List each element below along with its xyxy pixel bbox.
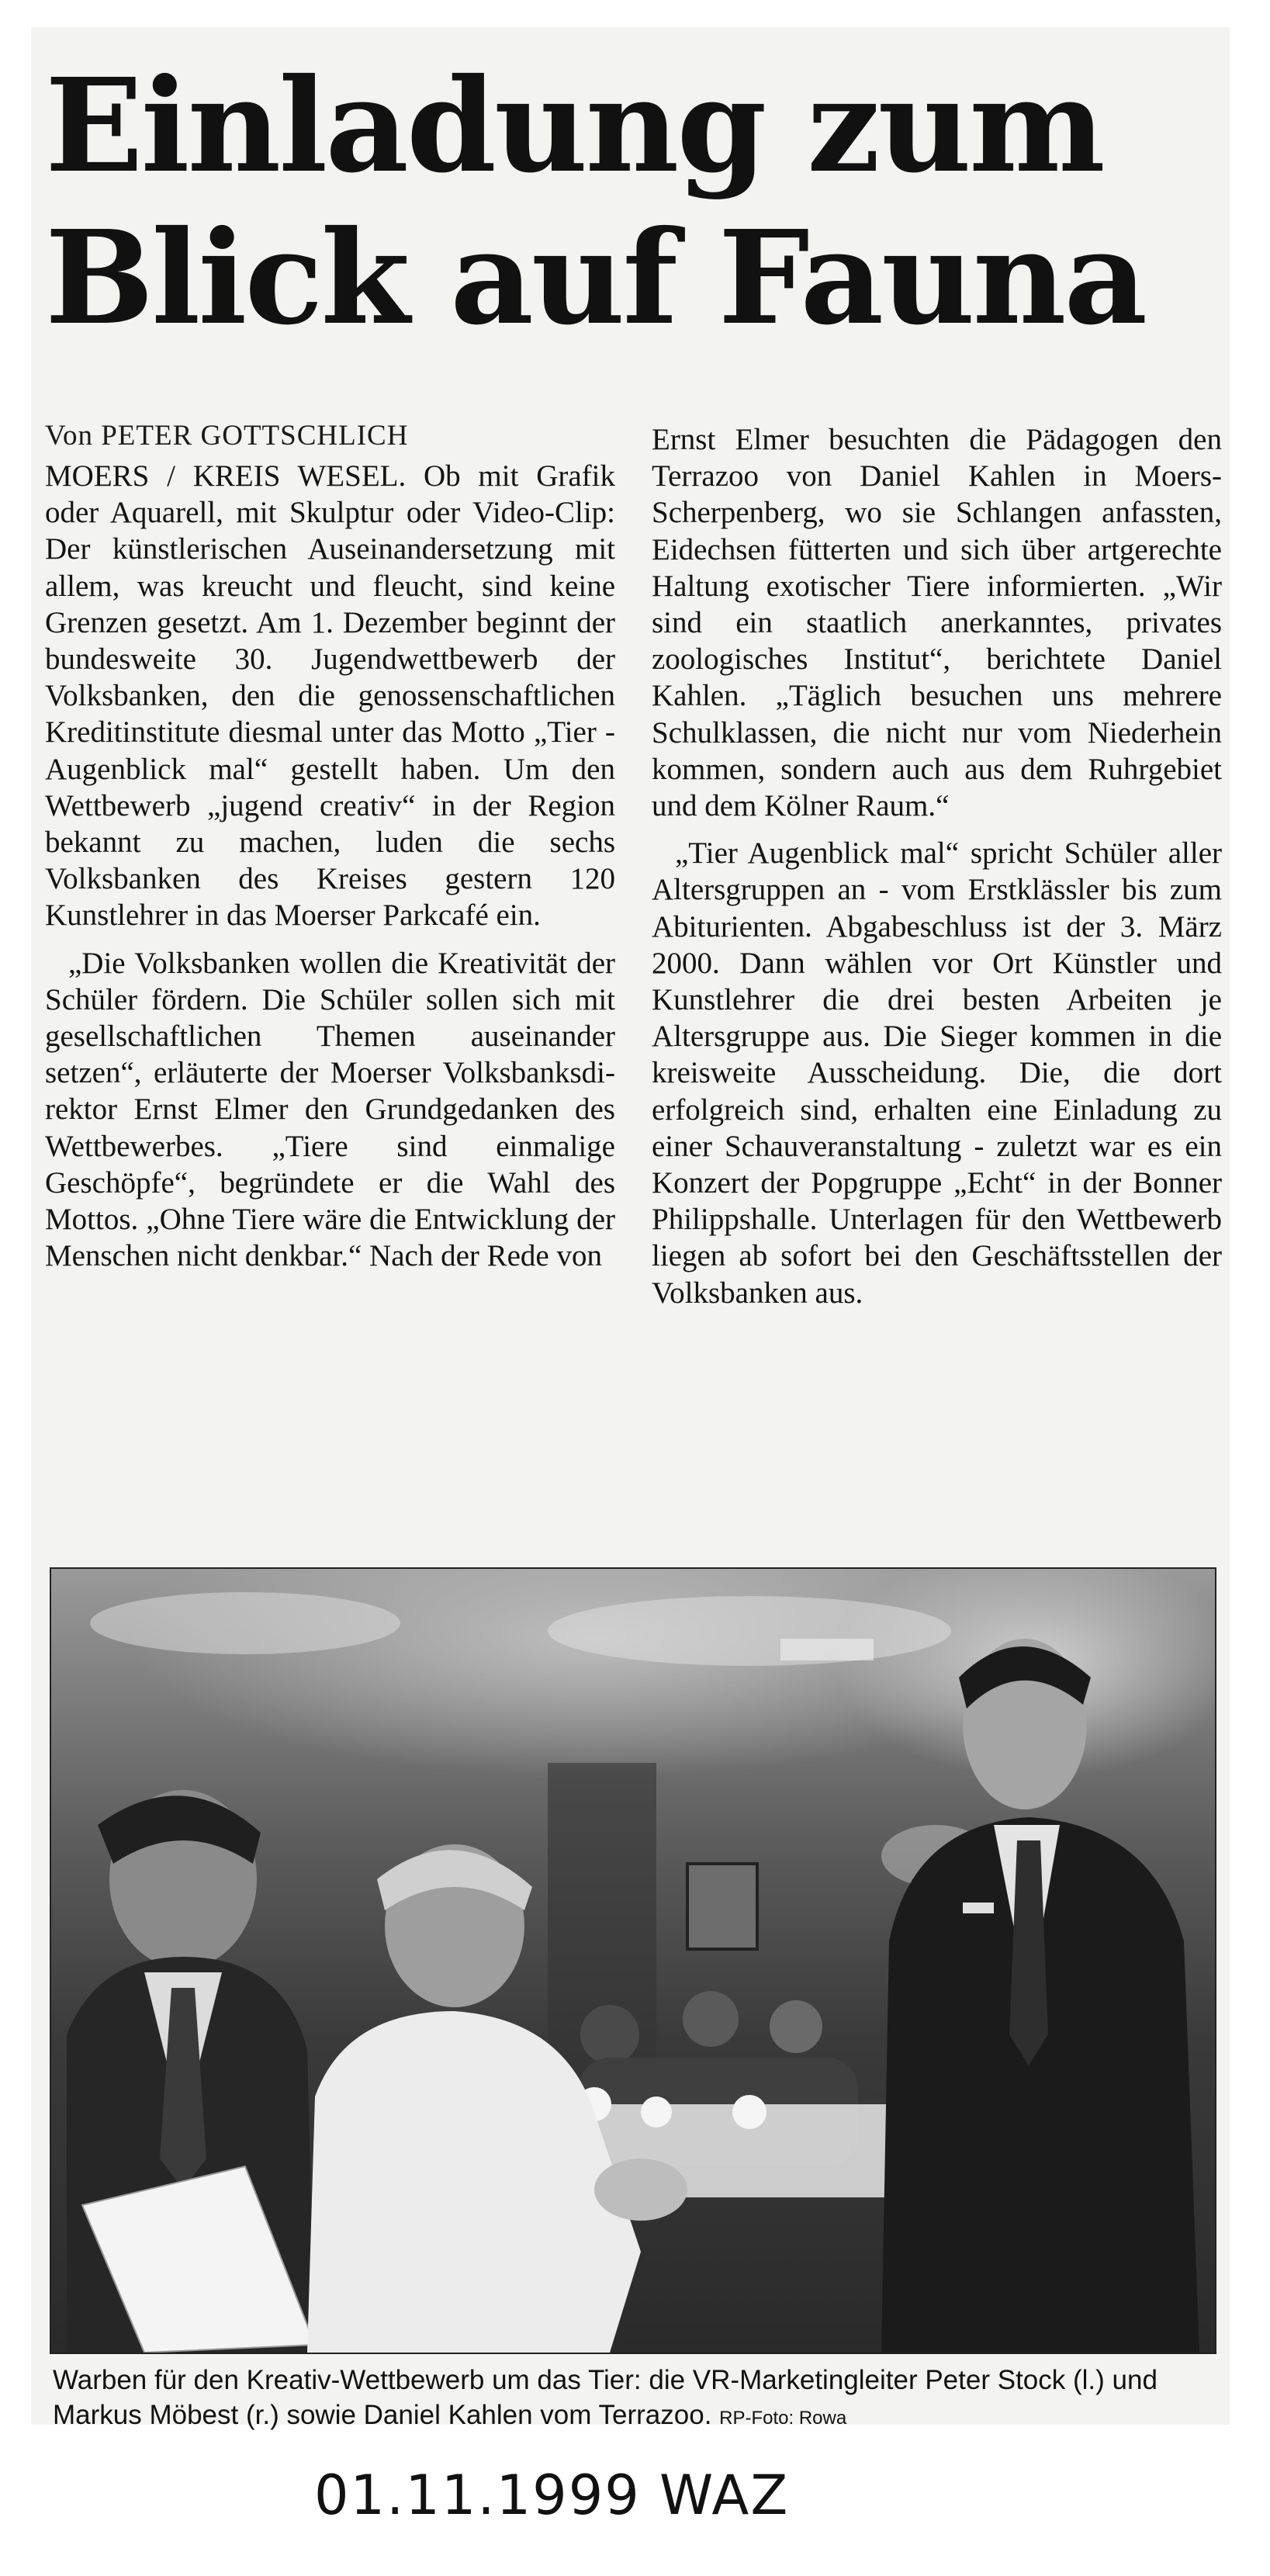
- newspaper-clipping: [31, 27, 1230, 2430]
- paragraph: MOERS / KREIS WESEL. Ob mit Grafik oder Aquarell, mit Skulptur oder Video-Clip: Der künstlerischen Auseinandersetzung mit allem, was kreucht und fleucht, sind keine Grenzen gesetzt. Am 1. Dezember beginnt der bundesweite 30. Jugendwettbewerb der Volksbanken, den die genossenschaftlichen Kreditinstitute diesmal unter das Motto „Tier - Augenblick mal“ gestellt haben. Um den Wettbewerb „jugend creativ“ in der Region bekannt zu machen, luden die sechs Volksbanken des Kreises gestern 120 Kunstlehrer in das Moerser Parkcafé ein.: [45, 459, 615, 933]
- caption-text: Warben für den Kreativ-Wettbewerb um das Tier: die VR-Marketingleiter Peter Stock (l.) und Markus Möbest (r.) sowie Daniel Kahlen vom Terrazoo.: [53, 2365, 1158, 2430]
- date-source-stamp: 01.11.1999 WAZ: [314, 2463, 790, 2527]
- headline-line-2: Blick auf Fauna: [45, 203, 1146, 354]
- paragraph: Ernst Elmer besuchten die Pädagogen den Terrazoo von Daniel Kahlen in Moers-Scherpenberg, wo sie Schlangen anfassten, Eidechsen fütterten und sich über artgerechte Haltung exotischer Tiere informierten. „Wir sind ein staatlich anerkanntes, privates zoologisches Institut“, berichtete Daniel Kahlen. „Täglich besuchen uns mehrere Schulklassen, die nicht nur vom Niederhein kommen, sondern auch aus dem Ruhrgebiet und dem Kölner Raum.“: [652, 423, 1222, 823]
- photo-illustration: [51, 1569, 1215, 2353]
- byline: Von PETER GOTTSCHLICH: [45, 420, 409, 452]
- paragraph: „Tier Augenblick mal“ spricht Schüler aller Altersgruppen an - vom Erstklässler bis zum Abiturienten. Abgabeschluss ist der 3. März 2000. Dann wählen vor Ort Künstler und Kunstlehrer die drei besten Arbeiten je Altersgruppe aus. Die Sieger kommen in die kreisweite Ausscheidung. Die, die dort erfolgreich sind, erhalten eine Einladung zu einer Schauveranstaltung - zuletzt war es ein Konzert der Popgruppe „Echt“ in der Bonner Philippshalle. Unterlagen für den Wettbewerb liegen ab sofort bei den Geschäftsstellen der Volksbanken aus.: [652, 836, 1222, 1310]
- article-column-right: [652, 421, 1222, 1311]
- article-column-left: [45, 458, 615, 1274]
- paragraph: „Die Volksbanken wollen die Kreativität der Schüler fördern. Die Schüler sollen sich mit gesellschaftlichen Themen auseinander setzen“, erläuterte der Moerser Volksbanksdirektor Ernst Elmer den Grundgedanken des Wettbewerbes. „Tiere sind einmalige Geschöpfe“, begründete er die Wahl des Mottos. „Ohne Tiere wäre die Entwicklung der Menschen nicht denkbar.“ Nach der Rede von: [45, 946, 615, 1273]
- photo-credit: RP-Foto: Rowa: [719, 2408, 847, 2429]
- headline: [45, 50, 1209, 355]
- headline-line-1: Einladung zum: [45, 50, 1103, 202]
- photo-caption: [53, 2363, 1216, 2436]
- news-photo: [50, 1567, 1216, 2354]
